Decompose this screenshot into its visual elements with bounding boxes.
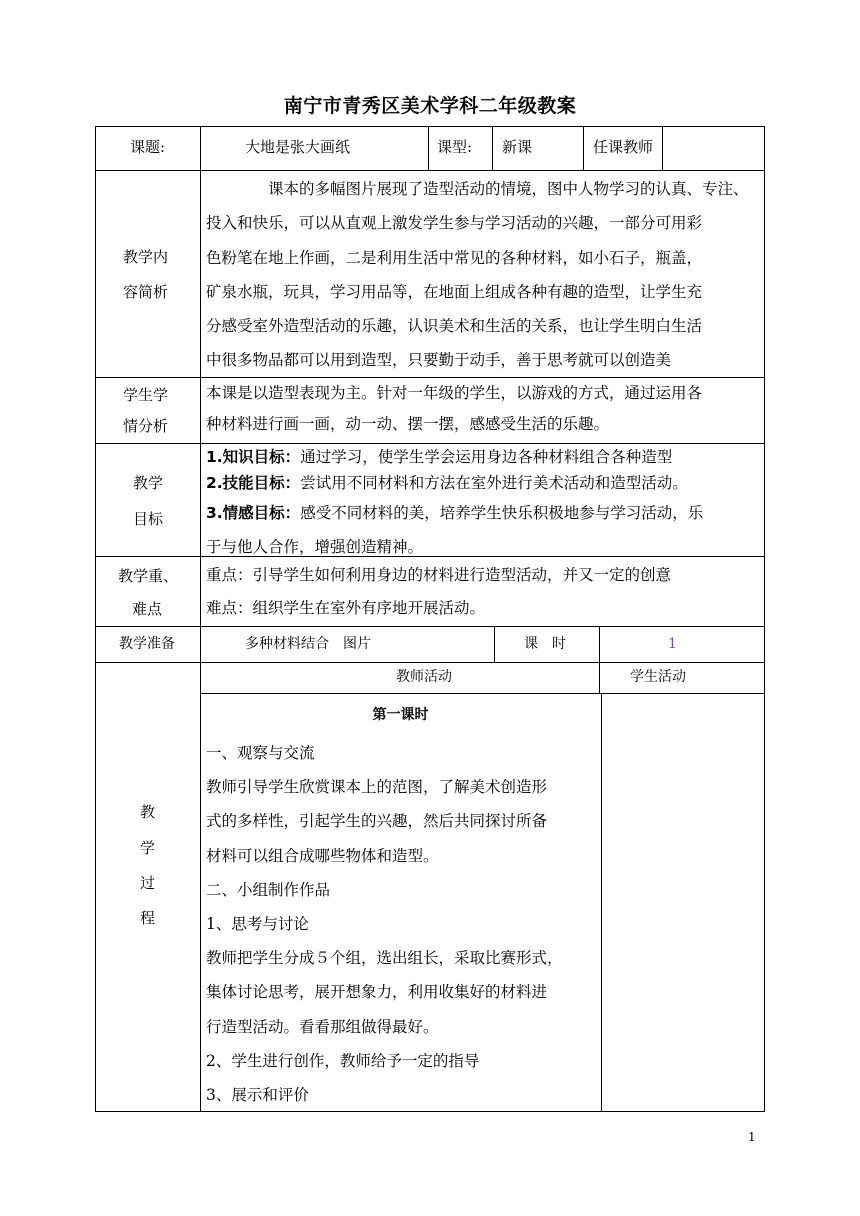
content-label-line1: 教学内 xyxy=(123,248,169,266)
difficult-point: 难点：组织学生在室外有序地开展活动。 xyxy=(206,599,486,617)
key-point: 重点：引导学生如何利用身边的材料进行造型活动，并又一定的创意 xyxy=(206,566,672,584)
process-line: 一、观察与交流 xyxy=(206,744,315,762)
process-line: 集体讨论思考，展开想象力，利用收集好的材料进 xyxy=(206,983,548,1002)
goal-skill xyxy=(206,470,762,496)
hours-label: 课 时 xyxy=(524,636,566,652)
goal-knowledge-head: 1.知识目标： xyxy=(206,448,301,466)
hours-value: 1 xyxy=(668,636,677,652)
process-label-2: 学 xyxy=(140,839,156,857)
content-line: 色粉笔在地上作画，二是利用生活中常见的各种材料，如小石子，瓶盖， xyxy=(206,248,703,267)
goals-label-line2: 目标 xyxy=(133,510,164,528)
students-text xyxy=(206,378,762,440)
process-line: 教师引导学生欣赏课本上的范图，了解美术创造形 xyxy=(206,778,548,797)
goal-emotion-text: 感受不同材料的美，培养学生快乐积极地参与学习活动，乐 xyxy=(300,504,704,522)
process-label-4: 程 xyxy=(140,909,156,927)
prep-label: 教学准备 xyxy=(119,636,175,652)
key-label-line2: 难点 xyxy=(132,600,163,618)
goal-knowledge xyxy=(206,444,762,470)
topic-label: 课题: xyxy=(130,138,166,156)
process-line: 材料可以组合成哪些物体和造型。 xyxy=(206,846,439,865)
students-label-line2: 情分析 xyxy=(123,417,169,435)
goal-emotion xyxy=(206,496,762,530)
process-line: 二、小组制作作品 xyxy=(206,880,331,899)
lesson-type-label: 课型: xyxy=(437,138,473,156)
process-label-3: 过 xyxy=(140,874,156,892)
goals-text xyxy=(206,444,762,564)
student-activity-header: 学生活动 xyxy=(630,669,686,685)
content-line: 课本的多幅图片展现了造型活动的情境，图中人物学习的认真、专注、 xyxy=(206,180,749,198)
lesson-type-value: 新课 xyxy=(502,138,533,156)
content-line: 矿泉水瓶，玩具，学习用品等，在地面上组成各种有趣的造型，让学生充 xyxy=(206,282,703,301)
students-line: 种材料进行画一画，动一动、摆一摆，感感受生活的乐趣。 xyxy=(206,415,610,433)
goal-skill-text: 尝试用不同材料和方法在室外进行美术活动和造型活动。 xyxy=(300,474,688,492)
process-line: 教师把学生分成５个组，选出组长，采取比赛形式， xyxy=(206,949,563,968)
lesson-title: 第一课时 xyxy=(372,707,429,723)
goal-emotion-head: 3.情感目标： xyxy=(206,504,301,522)
teacher-label: 任课教师 xyxy=(593,138,654,156)
process-line: 3、展示和评价 xyxy=(206,1086,309,1105)
goal-knowledge-text: 通过学习，使学生学会运用身边各种材料组合各种造型 xyxy=(300,448,673,466)
process-line: 1、思考与讨论 xyxy=(206,915,309,934)
process-line: 行造型活动。看看那组做得最好。 xyxy=(206,1017,439,1036)
students-label-line1: 学生学 xyxy=(123,386,169,404)
goals-label-line1: 教学 xyxy=(133,474,164,492)
content-line: 投入和快乐，可以从直观上激发学生参与学习活动的兴趣，一部分可用彩 xyxy=(206,214,703,233)
content-label-line2: 容简析 xyxy=(123,283,169,301)
students-line: 本课是以造型表现为主。针对一年级的学生，以游戏的方式，通过运用各 xyxy=(206,384,703,402)
goal-emotion-cont: 于与他人合作，增强创造精神。 xyxy=(206,538,424,556)
key-text xyxy=(206,559,762,625)
content-line: 中很多物品都可以用到造型，只要勤于动手，善于思考就可以创造美 xyxy=(206,351,672,370)
page-number: 1 xyxy=(748,1130,756,1144)
key-label-line1: 教学重、 xyxy=(118,567,179,585)
content-line: 分感受室外造型活动的乐趣，认识美术和生活的关系，也让学生明白生活 xyxy=(206,317,703,336)
page-title: 南宁市青秀区美术学科二年级教案 xyxy=(283,95,577,117)
teacher-activity-header: 教师活动 xyxy=(396,669,452,685)
goal-skill-head: 2.技能目标： xyxy=(206,474,301,492)
process-line: 2、学生进行创作，教师给予一定的指导 xyxy=(206,1051,480,1070)
process-label-1: 教 xyxy=(140,803,156,821)
process-text xyxy=(206,736,598,1112)
prep-value: 多种材料结合 图片 xyxy=(245,636,371,652)
content-text xyxy=(206,172,762,378)
process-line: 式的多样性，引起学生的兴趣，然后共同探讨所备 xyxy=(206,812,548,831)
topic-value: 大地是张大画纸 xyxy=(245,138,351,156)
